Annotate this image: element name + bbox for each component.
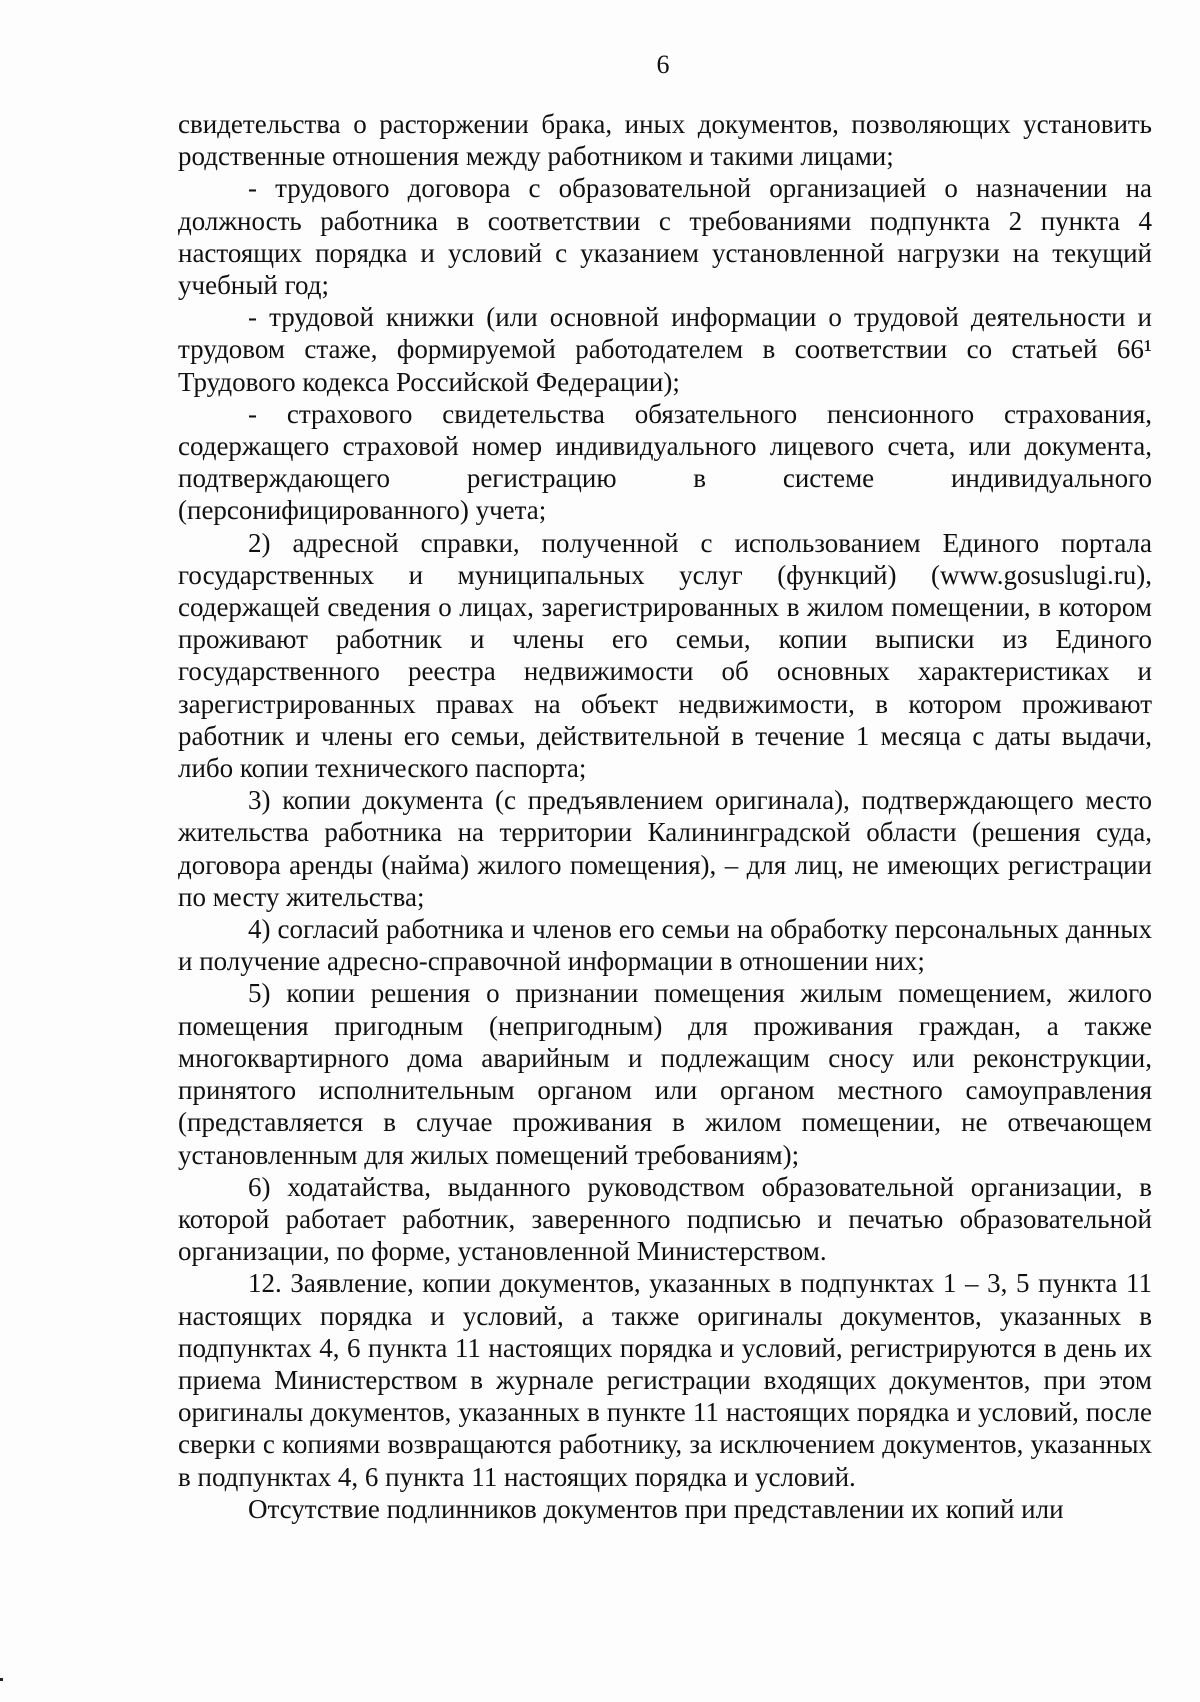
page-number: 6 bbox=[656, 50, 670, 79]
scan-mark bbox=[0, 1678, 3, 1681]
document-body bbox=[178, 108, 1152, 1525]
paragraph-continuation: свидетельства о расторжении брака, иных документов, позволяющих установить родственные отношения между работником и такими лицами; bbox=[178, 109, 1152, 172]
paragraph-insurance-certificate: - страхового свидетельства обязательного пенсионного страхования, содержащего страховой номер индивидуального лицевого счета, или документа, подтверждающего регистрацию в системе индивидуального (персонифицированного) учета; bbox=[178, 398, 1152, 526]
paragraph-item-5: 5) копии решения о признании помещения жилым помещением, жилого помещения пригодным (непригодным) для проживания граждан, а также многоквартирного дома аварийным и подлежащим сносу или реконструкции, принятого исполнительным органом или органом местного самоуправления (представляется в случае проживания в жилом помещении, не отвечающем установленным для жилых помещений требованиям); bbox=[178, 978, 1152, 1170]
paragraph-clause-12: 12. Заявление, копии документов, указанных в подпунктах 1 – 3, 5 пункта 11 настоящих порядка и условий, а также оригиналы документов, указанных в подпунктах 4, 6 пункта 11 настоящих порядка и условий, регистрируются в день их приема Министерством в журнале регистрации входящих документов, при этом оригиналы документов, указанных в пункте 11 настоящих порядка и условий, после сверки с копиями возвращаются работнику, за исключением документов, указанных в подпунктах 4, 6 пункта 11 настоящих порядка и условий. bbox=[178, 1268, 1152, 1492]
paragraph-final: Отсутствие подлинников документов при представлении их копий или bbox=[248, 1493, 1064, 1524]
paragraph-item-4: 4) согласий работника и членов его семьи на обработку персональных данных и получение адресно-справочной информации в отношении них; bbox=[178, 914, 1152, 977]
paragraph-item-3: 3) копии документа (с предъявлением оригинала), подтверждающего место жительства работника на территории Калининградской области (решения суда, договора аренды (найма) жилого помещения), – для лиц, не имеющих регистрации по месту жительства; bbox=[178, 785, 1152, 912]
paragraph-item-6: 6) ходатайства, выданного руководством образовательной организации, в которой работает работник, заверенного подписью и печатью образовательной организации, по форме, установленной Министерством. bbox=[178, 1171, 1152, 1267]
paragraph-item-2: 2) адресной справки, полученной с использованием Единого портала государственных и муниципальных услуг (функций) (www.gosuslugi.ru), содержащей сведения о лицах, зарегистрированных в жилом помещении, в котором проживают работник и члены его семьи, копии выписки из Единого государственного реестра недвижимости об основных характеристиках и зарегистрированных правах на объект недвижимости, в котором проживают работник и члены его семьи, действительной в течение 1 месяца с даты выдачи, либо копии технического паспорта; bbox=[178, 527, 1152, 784]
paragraph-employment-contract: - трудового договора с образовательной организацией о назначении на должность работника в соответствии с требованиями подпункта 2 пункта 4 настоящих порядка и условий с указанием установленной нагрузки на текущий учебный год; bbox=[178, 173, 1152, 301]
paragraph-work-book: - трудовой книжки (или основной информации о трудовой деятельности и трудовом стаже, формируемой работодателем в соответствии со статьей 66¹ Трудового кодекса Российской Федерации); bbox=[178, 302, 1152, 397]
